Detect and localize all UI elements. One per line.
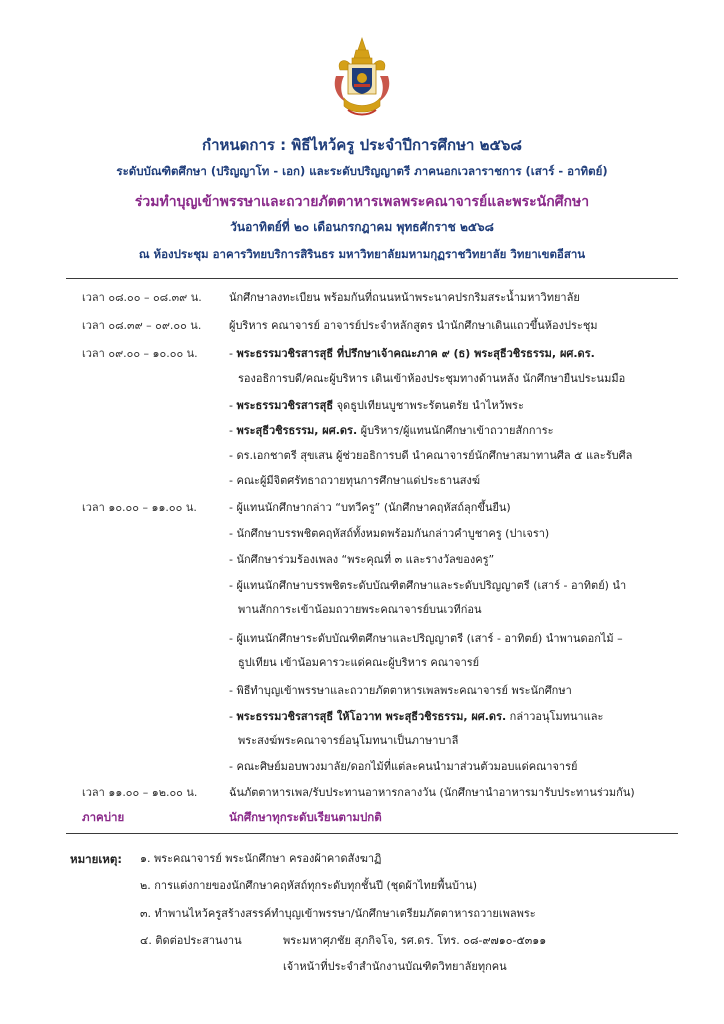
schedule-item: - ผู้แทนนักศึกษาบรรพชิตระดับบัณฑิตศึกษาและระดับปริญญาตรี (เสาร์ - อาทิตย์) นำ [229,579,627,592]
note-item: ๔. ติดต่อประสานงาน [140,934,242,947]
afternoon-label: ภาคบ่าย [82,810,125,824]
time-slot-2: เวลา ๐๘.๓๙ – ๐๙.๐๐ น. [82,319,202,332]
monk-name: พระสุธีวชิรธรรม, ผศ.ดร. [236,424,358,437]
schedule-item: - นักศึกษาร่วมร้องเพลง “พระคุณที่ ๓ และรางวัลของครู” [229,553,495,566]
time-slot-4: เวลา ๑๐.๐๐ – ๑๑.๐๐ น. [82,501,197,514]
schedule-item-continued: พานสักการะเข้าน้อมถวายพระคณาจารย์บนเวทีก่อน [238,603,482,616]
note-item: ๑. พระคณาจารย์ พระนักศึกษา ครองผ้าคาดสังฆาฏิ [140,852,382,865]
item-text: กล่าวอนุโมทนาและ [506,710,604,723]
note-item: ๒. การแต่งกายของนักศึกษาคฤหัสถ์ทุกระดับทุกชั้นปี (ชุดผ้าไทยพื้นบ้าน) [140,879,477,892]
bullet: - [229,399,237,412]
subtitle: ระดับบัณฑิตศึกษา (ปริญญาโท - เอก) และระดับปริญญาตรี ภาคนอกเวลาราชการ (เสาร์ - อาทิตย์) [116,164,608,178]
schedule-item [229,346,595,362]
item-text: จุดธูปเทียนบูชาพระรัตนตรัย นำไหว้พระ [333,399,524,412]
schedule-item: - พิธีทำบุญเข้าพรรษาและถวายภัตตาหารเพลพระคณาจารย์ พระนักศึกษา [229,684,572,697]
schedule-item [229,423,554,439]
top-divider [66,278,678,279]
schedule-item: - ผู้แทนนักศึกษาระดับบัณฑิตศึกษาและปริญญาตรี (เสาร์ - อาทิตย์) นำพานดอกไม้ – [229,632,623,645]
contact-person: พระมหาศุภชัย สุภกิจโจ, รศ.ดร. โทร. ๐๘-๙๗๑๐-๕๓๑๑ [283,934,547,947]
event-date: วันอาทิตย์ที่ ๒๐ เดือนกรกฎาคม พุทธศักราช ๒๕๖๘ [230,220,494,234]
bullet: - [229,424,237,437]
schedule-item: - ดร.เอกชาตรี สุขเสน ผู้ช่วยอธิการบดี นำคณาจารย์นักศึกษาสมาทานศีล ๕ และรับศีล [229,449,633,462]
presiding-monk: พระธรรมวชิรสารสุธี ที่ปรึกษาเจ้าคณะภาค ๙ (ธ) พระสุธีวชิรธรรม, ผศ.ดร. [236,347,595,360]
schedule-item: ฉันภัตตาหารเพล/รับประทานอาหารกลางวัน (นักศึกษานำอาหารมารับประทานร่วมกัน) [229,786,635,799]
monk-name: พระธรรมวชิรสารสุธี [236,399,334,412]
notes-label: หมายเหตุ: [70,852,122,866]
schedule-item: - คณะผู้มีจิตศรัทธาถวายทุนการศึกษาแด่ประธานสงฆ์ [229,474,480,487]
time-slot-1: เวลา ๐๘.๐๐ – ๐๘.๓๙ น. [82,291,202,304]
schedule-item: - ผู้แทนนักศึกษากล่าว “บทวีครู” (นักศึกษาคฤหัสถ์ลุกขึ้นยืน) [229,501,511,514]
schedule-item: นักศึกษาลงทะเบียน พร้อมกันที่ถนนหน้าพระนาคปรกริมสระน้ำมหาวิทยาลัย [229,291,580,304]
monk-name: พระธรรมวชิรสารสุธี ให้โอวาท พระสุธีวชิรธรรม, ผศ.ดร. [236,710,507,723]
schedule-item: - นักศึกษาบรรพชิตคฤหัสถ์ทั้งหมดพร้อมกันกล่าวคำบูชาครู (ปาเจรา) [229,527,550,540]
afternoon-item: นักศึกษาทุกระดับเรียนตามปกติ [229,810,382,824]
contact-staff: เจ้าหน้าที่ประจำสำนักงานบัณฑิตวิทยาลัยทุกคน [283,960,507,973]
schedule-item: - คณะศิษย์มอบพวงมาลัย/ดอกไม้ที่แต่ละคนนำมาส่วนตัวมอบแด่คณาจารย์ [229,760,578,773]
time-slot-5: เวลา ๑๑.๐๐ – ๑๒.๐๐ น. [82,786,198,799]
university-emblem-icon [330,36,394,120]
item-text: ผู้บริหาร/ผู้แทนนักศึกษาเข้าถวายสักการะ [357,424,554,437]
ceremony-title: ร่วมทำบุญเข้าพรรษาและถวายภัตตาหารเพลพระคณาจารย์และพระนักศึกษา [134,194,590,210]
event-venue: ณ ห้องประชุม อาคารวิทยบริการสิรินธร มหาวิทยาลัยมหามกุฏราชวิทยาลัย วิทยาเขตอีสาน [138,247,586,261]
schedule-item-continued: พระสงฆ์พระคณาจารย์อนุโมทนาเป็นภาษาบาลี [238,734,459,747]
time-slot-3: เวลา ๐๙.๐๐ – ๑๐.๐๐ น. [82,347,198,360]
bottom-divider [66,833,678,834]
schedule-item [229,709,603,725]
schedule-item [229,398,524,414]
bullet: - [229,347,237,360]
bullet: - [229,710,237,723]
schedule-item: ผู้บริหาร คณาจารย์ อาจารย์ประจำหลักสูตร นำนักศึกษาเดินแถวขึ้นห้องประชุม [229,319,598,332]
page-title: กำหนดการ : พิธีไหว้ครู ประจำปีการศึกษา ๒๕๖๘ [201,136,522,154]
schedule-item-continued: รองอธิการบดี/คณะผู้บริหาร เดินเข้าห้องประชุมทางด้านหลัง นักศึกษายืนประนมมือ [238,372,626,385]
schedule-item-continued: ธูปเทียน เข้าน้อมคารวะแด่คณะผู้บริหาร คณาจารย์ [238,656,480,669]
note-item: ๓. ทำพานไหว้ครูสร้างสรรค์ทำบุญเข้าพรรษา/นักศึกษาเตรียมภัตตาหารถวายเพลพระ [140,907,536,920]
